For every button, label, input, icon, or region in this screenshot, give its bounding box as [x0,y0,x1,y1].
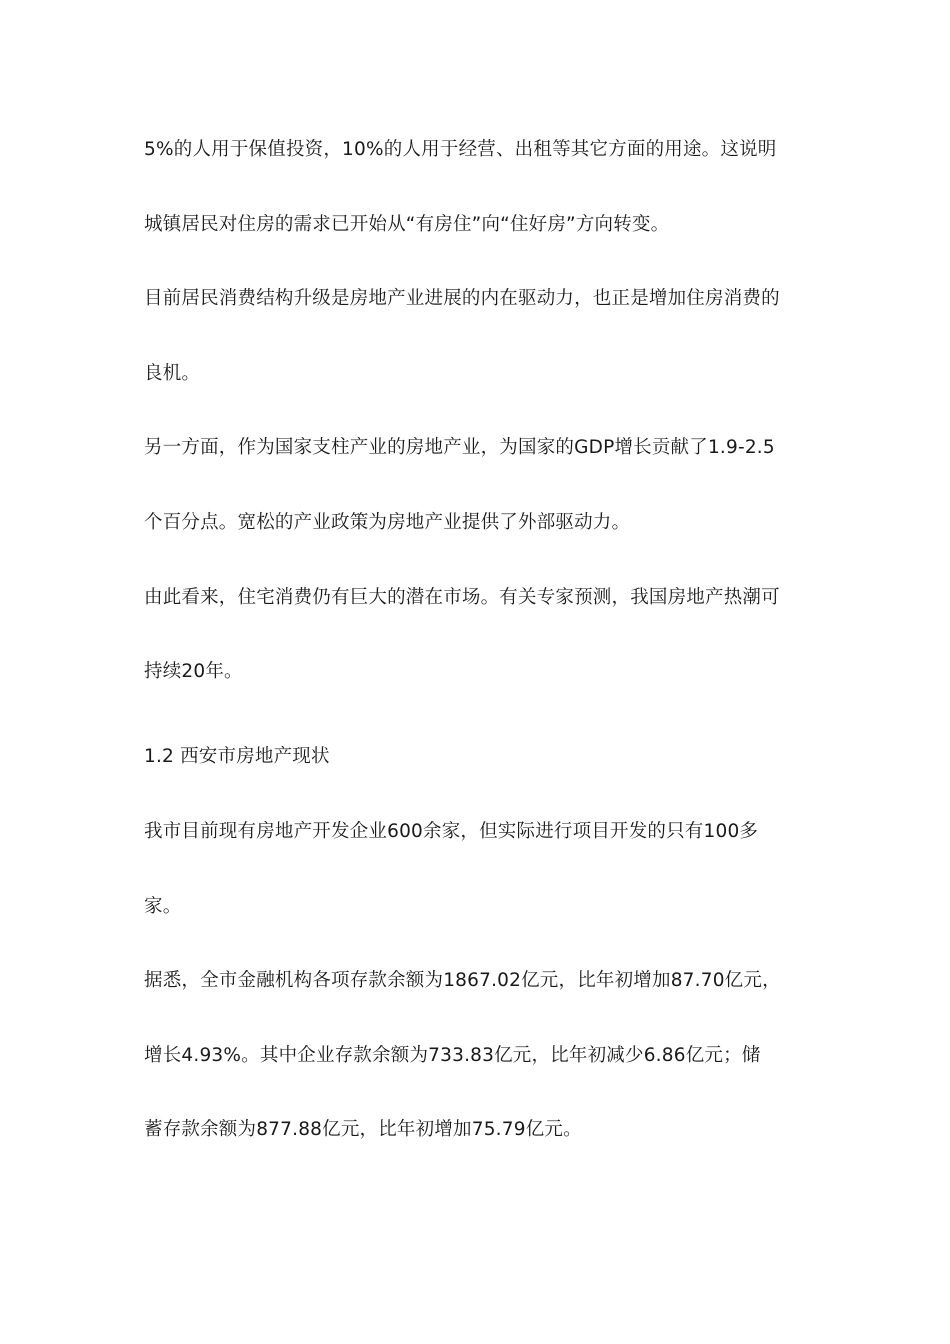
paragraph-line: 城镇居民对住房的需求已开始从“有房住”向“住好房”方向转变。 [144,214,670,235]
paragraph-line: 5%的人用于保值投资，10%的人用于经营、出租等其它方面的用途。这说明 [144,139,777,160]
paragraph-line: 蓄存款余额为877.88亿元，比年初增加75.79亿元。 [144,1119,582,1140]
section-heading: 1.2 西安市房地产现状 [144,746,330,767]
paragraph-line: 家。 [144,896,182,917]
paragraph-line: 良机。 [144,363,201,384]
paragraph-line: 持续20年。 [144,661,243,682]
paragraph-line: 据悉，全市金融机构各项存款余额为1867.02亿元，比年初增加87.70亿元， [144,970,781,991]
paragraph-line: 我市目前现有房地产开发企业600余家，但实际进行项目开发的只有100多 [144,821,759,842]
paragraph-line: 增长4.93%。其中企业存款余额为733.83亿元，比年初减少6.86亿元；储 [144,1045,761,1066]
paragraph-line: 目前居民消费结构升级是房地产业进展的内在驱动力，也正是增加住房消费的 [144,288,780,309]
paragraph-line: 由此看来，住宅消费仍有巨大的潜在市场。有关专家预测，我国房地产热潮可 [144,587,780,608]
paragraph-line: 另一方面，作为国家支柱产业的房地产业，为国家的GDP增长贡献了1.9-2.5 [144,437,775,458]
paragraph-line: 个百分点。宽松的产业政策为房地产业提供了外部驱动力。 [144,512,631,533]
